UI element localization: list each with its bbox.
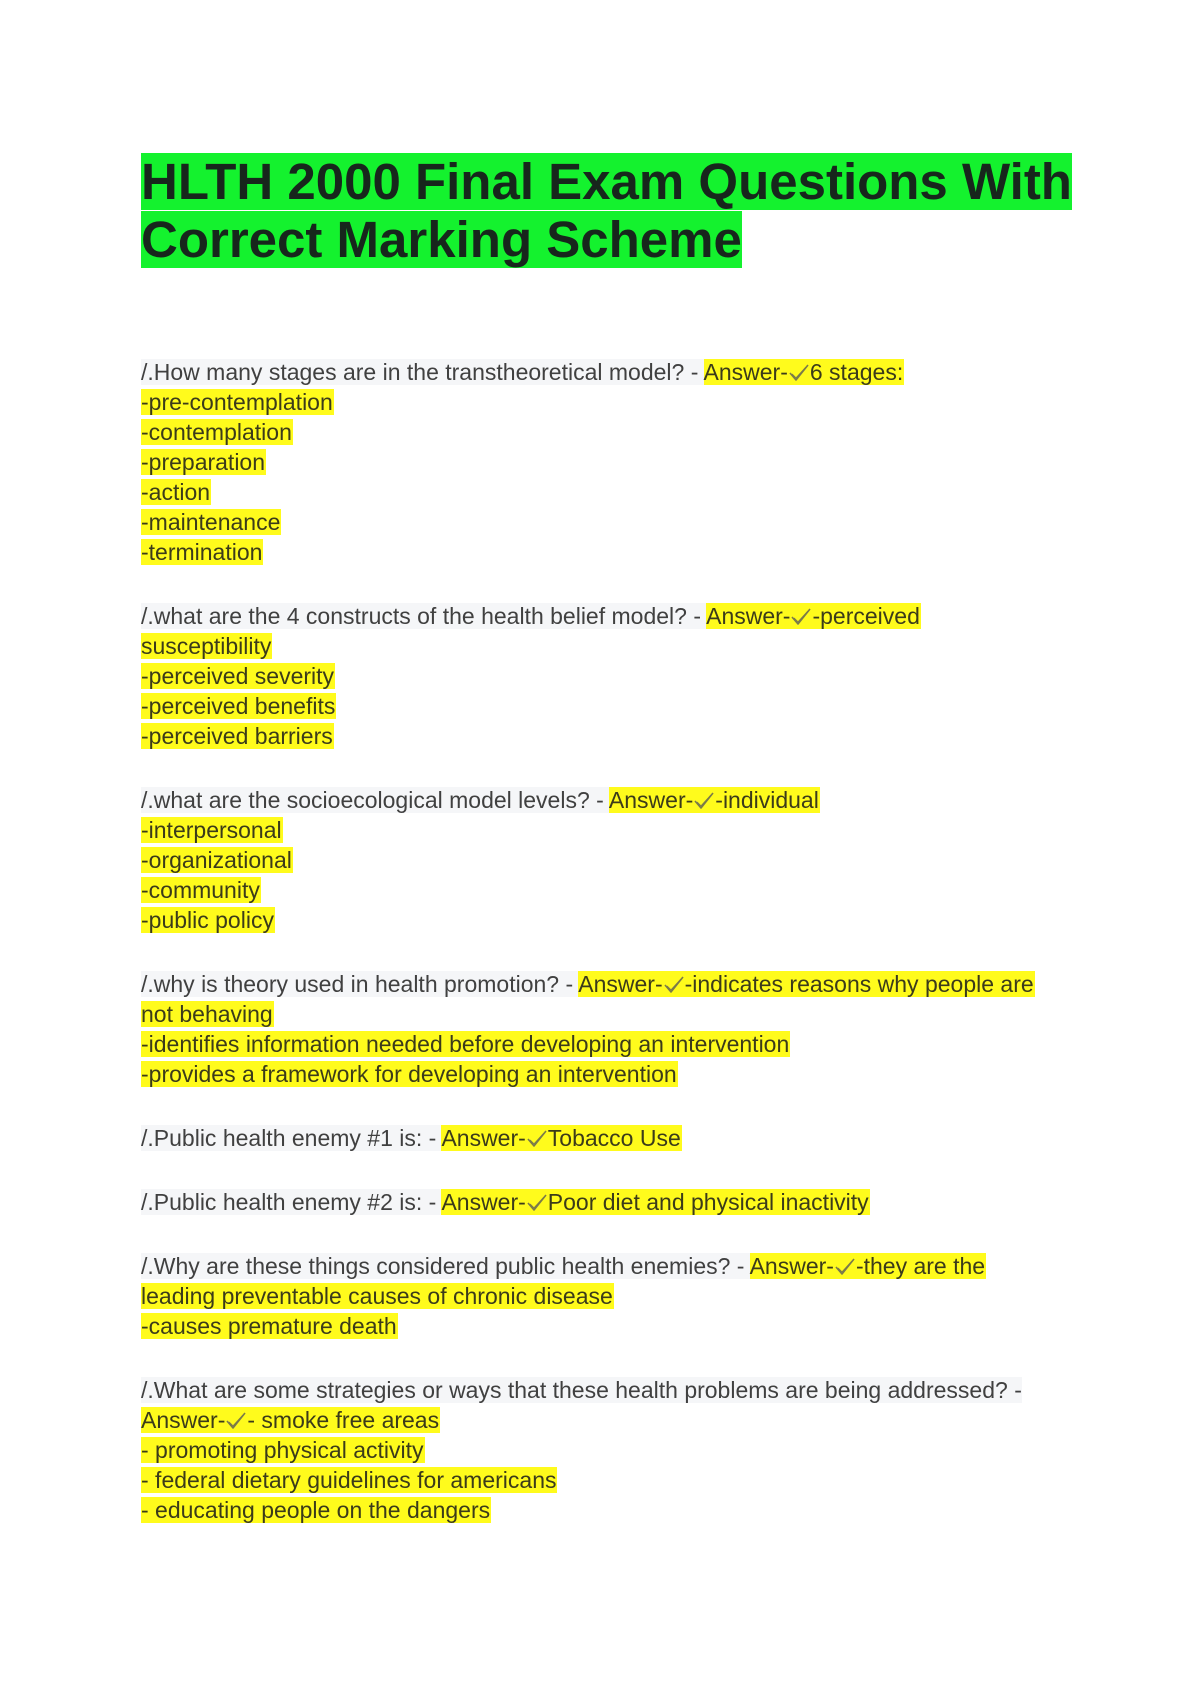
answer-line-text: - promoting physical activity xyxy=(141,1437,424,1463)
answer-line-text: -provides a framework for developing an intervention xyxy=(141,1061,677,1087)
question-text: /.what are the socioecological model levels? - xyxy=(141,787,609,813)
answer-line-text: -preparation xyxy=(141,449,266,475)
answer-highlight xyxy=(750,1253,987,1279)
answer-line xyxy=(141,905,1081,935)
question-text: /.Public health enemy #2 is: - xyxy=(141,1189,442,1215)
qa-item xyxy=(141,969,1081,1089)
answer-prefix: Answer- xyxy=(441,1189,526,1215)
check-mark-icon xyxy=(788,363,810,383)
answer-line-text: -termination xyxy=(141,539,263,565)
answer-highlight xyxy=(609,787,820,813)
answer-highlight xyxy=(706,603,921,629)
answer-prefix: Answer- xyxy=(749,1253,834,1279)
answer-line xyxy=(141,447,1081,477)
answer-line xyxy=(141,417,1081,447)
qa-first-line xyxy=(141,1375,1081,1405)
answer-line xyxy=(141,537,1081,567)
answer-prefix: Answer- xyxy=(706,603,791,629)
answer-line xyxy=(141,875,1081,905)
answer-first-text: 6 stages: xyxy=(809,359,904,385)
answer-line-text: - educating people on the dangers xyxy=(141,1497,491,1523)
question-text: /.Why are these things considered public health enemies? - xyxy=(141,1253,750,1279)
qa-item xyxy=(141,357,1081,567)
answer-first-text: -individual xyxy=(715,787,819,813)
qa-first-line xyxy=(141,601,1081,631)
check-mark-icon xyxy=(834,1257,856,1277)
answer-line xyxy=(141,387,1081,417)
answer-prefix: Answer- xyxy=(703,359,788,385)
qa-item xyxy=(141,785,1081,935)
answer-line-text: -interpersonal xyxy=(141,817,282,843)
answer-line-text: -maintenance xyxy=(141,509,281,535)
answer-first-text: - smoke free areas xyxy=(247,1407,440,1433)
qa-list xyxy=(141,357,1081,1525)
answer-line xyxy=(141,1029,1081,1059)
qa-first-line xyxy=(141,1251,1081,1281)
check-mark-icon xyxy=(663,975,685,995)
answer-highlight xyxy=(141,1407,440,1433)
qa-first-line xyxy=(141,1123,1081,1153)
answer-line xyxy=(141,477,1081,507)
qa-item xyxy=(141,601,1081,751)
answer-line-text: - federal dietary guidelines for americans xyxy=(141,1467,557,1493)
answer-line xyxy=(141,1495,1081,1525)
check-mark-icon xyxy=(790,607,812,627)
answer-first-text: Poor diet and physical inactivity xyxy=(547,1189,869,1215)
question-text: /.How many stages are in the transtheoretical model? - xyxy=(141,359,704,385)
answer-line xyxy=(141,691,1081,721)
answer-line-text: not behaving xyxy=(141,1001,273,1027)
answer-first-text: Tobacco Use xyxy=(547,1125,681,1151)
answer-first-text: -indicates reasons why people are xyxy=(684,971,1034,997)
answer-line xyxy=(141,1059,1081,1089)
qa-first-line xyxy=(141,1187,1081,1217)
check-mark-icon xyxy=(526,1193,548,1213)
answer-line xyxy=(141,999,1081,1029)
qa-item xyxy=(141,1123,1081,1153)
qa-first-line xyxy=(141,785,1081,815)
answer-line xyxy=(141,1311,1081,1341)
answer-line xyxy=(141,1405,1081,1435)
title-line-1: HLTH 2000 Final Exam Questions With xyxy=(141,153,1072,210)
answer-line xyxy=(141,507,1081,537)
answer-line-text: -identifies information needed before developing an intervention xyxy=(141,1031,790,1057)
answer-line-text: -perceived barriers xyxy=(141,723,333,749)
answer-line-text: -organizational xyxy=(141,847,292,873)
answer-prefix: Answer- xyxy=(578,971,663,997)
document-title xyxy=(141,153,1081,269)
answer-line-text: -public policy xyxy=(141,907,274,933)
qa-item xyxy=(141,1251,1081,1341)
answer-line-text: -action xyxy=(141,479,211,505)
question-text: /.What are some strategies or ways that these health problems are being addressed? - xyxy=(141,1377,1022,1403)
answer-highlight xyxy=(441,1125,681,1151)
answer-line-text: susceptibility xyxy=(141,633,272,659)
question-text: /.Public health enemy #1 is: - xyxy=(141,1125,442,1151)
answer-line xyxy=(141,721,1081,751)
answer-line-text: -causes premature death xyxy=(141,1313,397,1339)
answer-line-text: -contemplation xyxy=(141,419,292,445)
answer-line-text: -pre-contemplation xyxy=(141,389,333,415)
qa-item xyxy=(141,1187,1081,1217)
title-line-2: Correct Marking Scheme xyxy=(141,211,742,268)
check-mark-icon xyxy=(526,1129,548,1149)
answer-line xyxy=(141,1281,1081,1311)
answer-line xyxy=(141,845,1081,875)
answer-prefix: Answer- xyxy=(441,1125,526,1151)
answer-line-text: -community xyxy=(141,877,260,903)
answer-line xyxy=(141,1435,1081,1465)
answer-highlight xyxy=(704,359,905,385)
answer-highlight xyxy=(441,1189,869,1215)
answer-line xyxy=(141,631,1081,661)
question-text: /.what are the 4 constructs of the health belief model? - xyxy=(141,603,707,629)
answer-first-text: -they are the xyxy=(855,1253,986,1279)
answer-line xyxy=(141,815,1081,845)
answer-highlight xyxy=(578,971,1034,997)
check-mark-icon xyxy=(225,1411,247,1431)
answer-line xyxy=(141,1465,1081,1495)
answer-line-text: -perceived severity xyxy=(141,663,335,689)
qa-first-line xyxy=(141,969,1081,999)
answer-line-text: leading preventable causes of chronic disease xyxy=(141,1283,613,1309)
answer-prefix: Answer- xyxy=(608,787,694,813)
qa-first-line xyxy=(141,357,1081,387)
qa-item xyxy=(141,1375,1081,1525)
check-mark-icon xyxy=(693,791,715,811)
document-page xyxy=(141,153,1081,1559)
answer-first-text: -perceived xyxy=(812,603,920,629)
answer-line-text: -perceived benefits xyxy=(141,693,336,719)
answer-prefix: Answer- xyxy=(141,1407,226,1433)
answer-line xyxy=(141,661,1081,691)
question-text: /.why is theory used in health promotion? - xyxy=(141,971,579,997)
